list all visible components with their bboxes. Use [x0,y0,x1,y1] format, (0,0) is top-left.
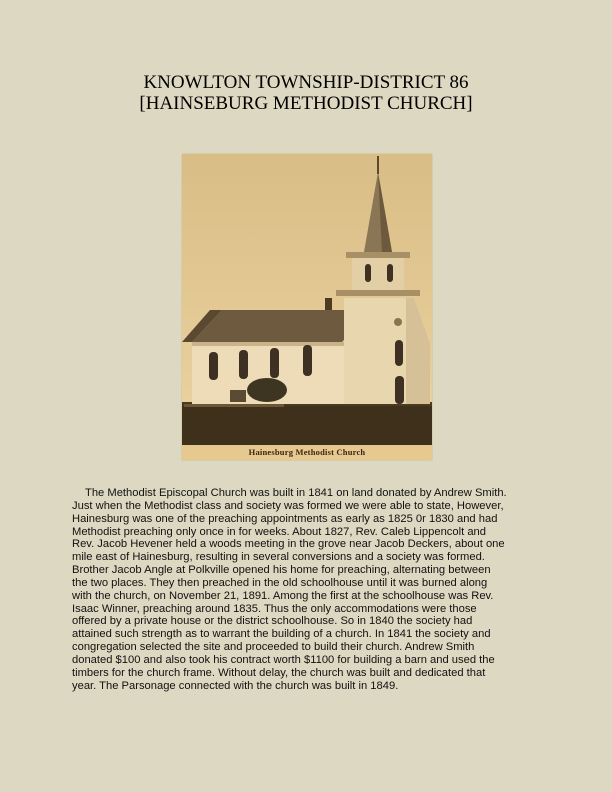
page-title [0,72,612,114]
body-line: year. The Parsonage connected with the church was built in 1849. [72,679,399,692]
body-line: with the church, on November 21, 1891. Among the first at the schoolhouse was Rev. [72,589,494,602]
body-line: The Methodist Episcopal Church was built in 1841 on land donated by Andrew Smith. [85,487,507,499]
body-line: offered by a private house or the district schoolhouse. So in 1840 the society had [72,615,473,628]
church-illustration [182,154,432,460]
body-line: mile east of Hainesburg, resulting in several conversions and a society was formed. [72,551,485,564]
body-line: congregation selected the site and proceeded to build their church. Andrew Smith [72,641,475,654]
body-line: Rev. Jacob Hevener held a woods meeting in the grove near Jacob Deckers, about one [72,538,505,551]
photo-caption: Hainesburg Methodist Church [182,445,432,460]
body-line: Methodist preaching only once in for weeks. About 1827, Rev. Caleb Lippencolt and [72,525,486,538]
body-line: Hainesburg was one of the preaching appointments as early as 1825 0r 1830 and had [72,512,498,525]
article-body [72,487,547,693]
title-line-2: [HAINSEBURG METHODIST CHURCH] [139,93,473,114]
body-line: donated $100 and also took his contract worth $1100 for building a barn and used the [72,653,495,666]
body-line: the two places. They then preached in the old schoolhouse until it was burned along [72,576,488,589]
church-photo [182,154,432,460]
body-line: Isaac Winner, preaching around 1835. Thus the only accommodations were those [72,602,477,615]
title-line-1: KNOWLTON TOWNSHIP-DISTRICT 86 [143,72,469,93]
body-line: Just when the Methodist class and society was formed we were able to state, However, [72,499,504,512]
body-line: attained such strength as to warrant the building of a church. In 1841 the society and [72,628,491,641]
body-line: Brother Jacob Angle at Polkville opened his home for preaching, alternating between [72,564,491,577]
body-line: timbers for the church frame. Without delay, the church was built and dedicated that [72,666,486,679]
